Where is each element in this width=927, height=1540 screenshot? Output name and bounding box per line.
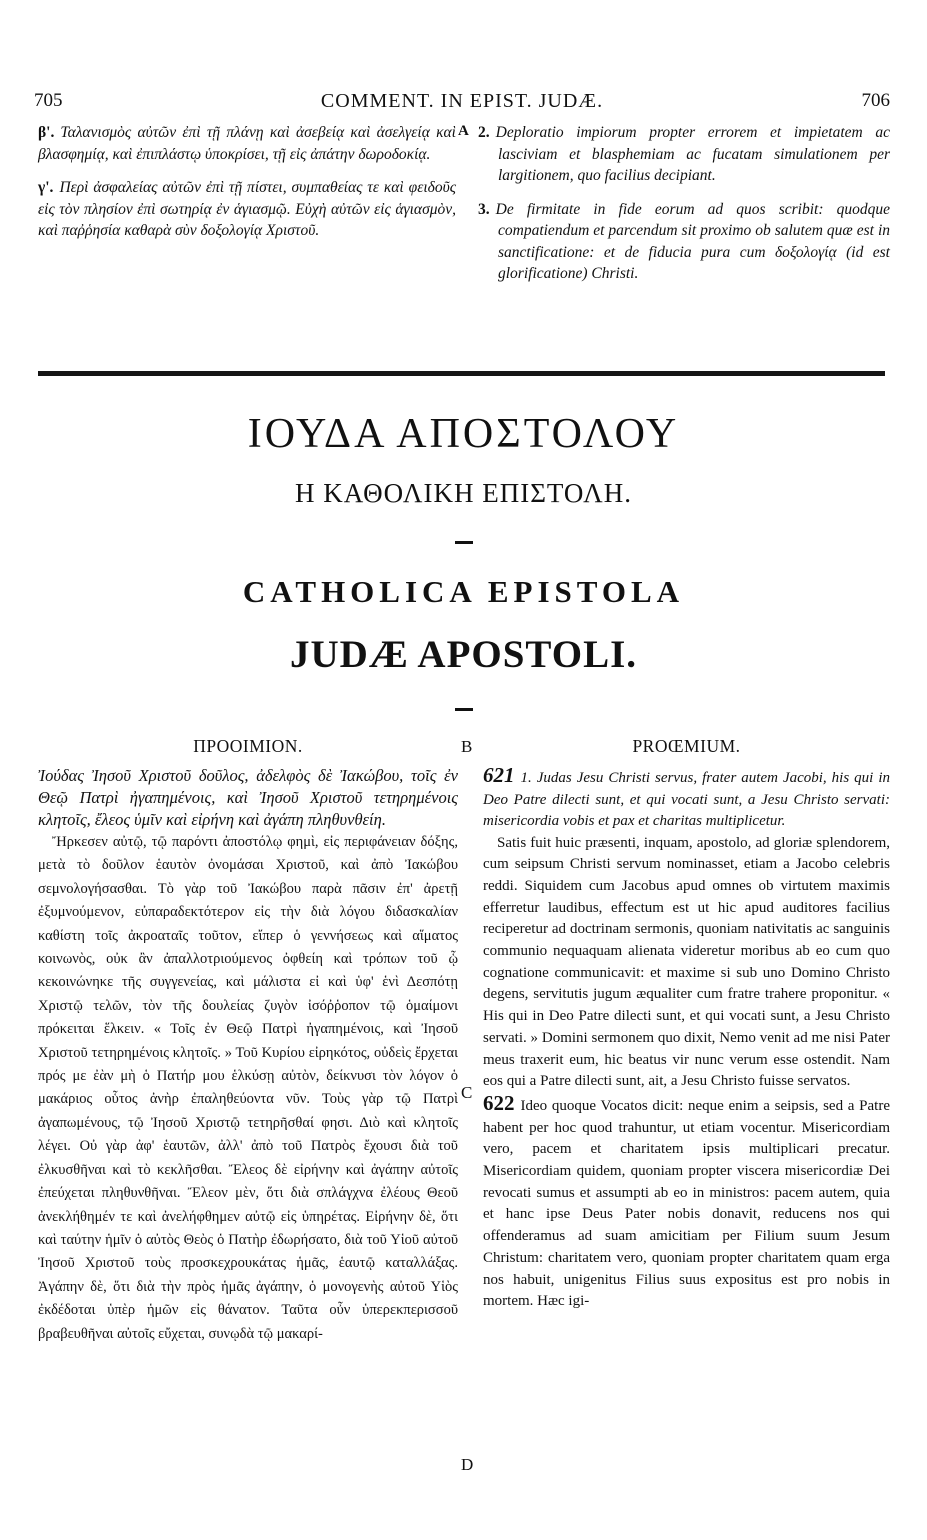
argument-greek-item: γ'. Περὶ ἀσφαλείας αὐτῶν ἐπὶ τῇ πίστει, συμπαθείας τε καὶ φειδοῦς εἰς τὸν πλησίον ἐπὶ σωτηρίᾳ ἐν ἁγιασμῷ. Εὐχὴ αὐτῶν εἰς ἁγιασμὸν, καὶ παῤῥησία καθαρὰ σὺν δοξολογίᾳ Χριστοῦ. [38,179,456,239]
column-number: 622 [483,1090,515,1115]
argument-latin-item: 3. De firmitate in fide eorum ad quos scribit: quodque compatiendum et parcendum sit proximo ob salutem quæ est in sanctificatione: et de fiducia pura cum δοξολογίᾳ (id est glorificatione) Christi. [478,200,890,282]
argument-latin-item: 2. Deploratio impiorum propter errorem et impietatem ac lasciviam et blasphemiam ac fucatam simulationem per largitionem, quo facilius decipiant. [478,124,890,184]
argument-greek [38,122,456,254]
running-title: COMMENT. IN EPIST. JUDÆ. [320,90,604,112]
argument-latin [478,122,890,297]
greek-body-text: Ἤρκεσεν αὐτῷ, τῷ παρόντι ἀποστόλῳ φημὶ, εἰς περιφάνειαν δόξης, μετὰ τὸ δοῦλον ἑαυτὸν ὀνομάσαι Χριστοῦ, καὶ ἀπὸ Ἰακώβου σεμνολογήσασθαι. Τὸ γὰρ τοῦ Ἰακώβου παρὰ πᾶσιν ἐπ' ἀρετῇ ἐξυμνούμενον, εὐπαραδεκτότερον εἰς τὴν διὰ λόγου διδασκαλίαν καθίστη τοῖς ἀκροαταῖς τοῦτον, εἴπερ ὁ γεννήσεως καὶ αἵματος κοινωνὸς, οὐκ ἂν ἀπαλλοτριούμενος ὀφθείη καὶ τρόπων τοῦ ᾧ κεκοινώνηκε τῆς συγγενείας, καὶ μάλιστα εἰ καὶ ὑφ' ἑνὶ Δεσπότῃ Χριστῷ τελῶν, τὸν τῆς δουλείας ζυγὸν ἰσόῤῥοπον τῷ ὁμαίμονι πρόκειται ἕλκειν. « Τοῖς ἐν Θεῷ Πατρὶ ἠγαπημένοις, καὶ Ἰησοῦ Χριστοῦ τετηρημένοις κλητοῖς. » Τοῦ Κυρίου εἰρηκότος, οὐδεὶς ἔρχεται πρός με ἐὰν μὴ ὁ Πατήρ μου ἑλκύσῃ αὐτὸν, δείκνυσι τὸν λόγον ὁ μακάριος οὗτος ἀνὴρ ἐπαληθεύοντα νῦν. Τοὺς γὰρ τῷ Πατρὶ ἀγαπωμένους, τῷ Ἰησοῦ Χριστῷ τετηρῆσθαί φησι. Διὸ καὶ κλητοῖς λέγει. Οὐ γὰρ ἀφ' ἑαυτῶν, ἀλλ' ἀπὸ τοῦ Πατρὸς ἔχουσι διὰ τοῦ ἐλκυσθῆναι καὶ τὸ κεκλῆσθαι. Ἔλεος δὲ εἰρήνην καὶ ἀγάπην αὐτοῖς ἐπεύχεται πληθυνθῆναι. Ἔλεον μὲν, ὅτι διὰ σπλάγχνα ἐλέους Θεοῦ ἀνεκλήθημέν τε καὶ ἀνελήφθημεν αὐτῷ εἰς ὑπηρέτας. Εἰρήνην δὲ, ὅτι καὶ ταύτην ἡμῖν ὁ αὐτὸς Θεὸς ὁ Πατὴρ ἐδωρήσατο, διὰ τοῦ Υἱοῦ αὐτοῦ Ἰησοῦ Χριστοῦ τοὺς προσκεχρουκάτας ἡμᾶς, ἑαυτῷ καταλλάξας. Ἀγάπην δὲ, ὅτι διὰ τὴν πρὸς ἡμᾶς ἀγάπην, ὁ μονογενὴς αὐτοῦ Υἱὸς ἐκδέδοται ὑπὲρ ἡμῶν εἰς θάνατον. Ταῦτα οὖν ὑπερεκπερισσοῦ βραβευθῆναι αὐτοῖς εὔχεται, συνῳδὰ τῷ μακαρί- [38,834,458,1342]
latin-heading: PROŒMIUM. [632,736,741,756]
title-divider [455,541,473,544]
latin-body-text: 622 Ideo quoque Vocatos dicit: neque enim a seipsis, sed a Patre habent per hoc quod trahuntur, ut etiam vocentur. Misericordiam vero, pacem et charitatem ipsis multiplicari precatur. Misericordiam quidem, quoniam propter viscera misericordiæ Dei revocati sumus et assumpti ab eo in ministros: pacem autem, quia et hanc ipse Deus Pater nobis donavit, reducens nos qui offenderamus ad suam amicitiam per Filium suum Jesum Christum: charitatem vero, quoniam propter charitatem quam erga nos habuit, unigenitus Filius suus expositus est pro nobis in mortem. Hæc igi- [483,1090,890,1310]
greek-subtitle: Η ΚΑΘΟΛΙΚΗ ΕΠΙΣΤΟΛΗ. [295,478,632,508]
column-number: 621 [483,763,515,787]
page-number-right: 706 [861,90,890,111]
page-number-left: 705 [34,90,63,111]
greek-column [38,736,458,1346]
section-rule [38,371,885,376]
margin-marker-c: C [461,1083,473,1102]
margin-marker-b: B [461,737,473,756]
latin-subtitle: JUDÆ APOSTOLI. [289,633,638,676]
margin-marker-d: D [461,1455,474,1474]
margin-marker-a: A [458,123,469,139]
latin-body-text: Satis fuit huic præsenti, inquam, apostolo, ad gloriæ splendorem, cum seipsum Christi servum nominasset, etiam a Jacobo celebris reddi. Siquidem cum Jacobus apud omnes ob virtutem maximis efferretur laudibus, effectum est ut hic apud auditores facilius reciperetur ad doctrinam sermonis, quoniam nativitatis ac sanguinis communio nequaquam alienata videretur moribus ab eo cum quo cognatione communicavit: et maxime si sub uno Domino Christo degens, servitutis jugum æqualiter cum fratre trahere proponitur. « His qui in Deo Patre dilecti sunt, et qui vocati sunt, a Jesu Christo servati. » Domini sermonem quo dixit, Nemo venit ad me nisi Pater meus traxerit eum, hic beatus vir nunc verum esse ostendit. Nam eos qui a Patre dilecti sunt, ait, a Jesu Christo fuisse servatos. [483,834,890,1090]
title-divider [455,708,473,711]
greek-title: ΙΟΥΔΑ ΑΠΟΣΤΟΛΟΥ [247,411,680,457]
greek-heading: ΠΡΟΟΙΜΙΟΝ. [193,736,303,756]
latin-column [483,736,890,1313]
latin-title: CATHOLICA EPISTOLA [242,574,685,609]
running-head [34,90,890,114]
greek-lead-text: Ἰούδας Ἰησοῦ Χριστοῦ δοῦλος, ἀδελφὸς δὲ Ἰακώβου, τοῖς ἐν Θεῷ Πατρὶ ἠγαπημένοις, καὶ Ἰησοῦ Χριστοῦ τετηρημένοις κλητοῖς, ἔλεος ὑμῖν καὶ εἰρήνη καὶ ἀγάπη πληθυνθείη. [38,766,458,829]
argument-greek-item: β'. Ταλανισμὸς αὐτῶν ἐπὶ τῇ πλάνῃ καὶ ἀσεβείᾳ καὶ ἀσελγείᾳ καὶ βλασφημίᾳ, καὶ ἐπιπλάστῳ ὑποκρίσει, τῇ εἰς ἀπάτην δωροδοκίᾳ. [38,124,456,163]
latin-lead-text: 621 1. Judas Jesu Christi servus, frater autem Jacobi, his qui in Deo Patre dilecti sunt, et qui vocati sunt, a Jesu Christo servati: misericordia vobis et pax et charitas multiplicetur. [483,763,890,829]
